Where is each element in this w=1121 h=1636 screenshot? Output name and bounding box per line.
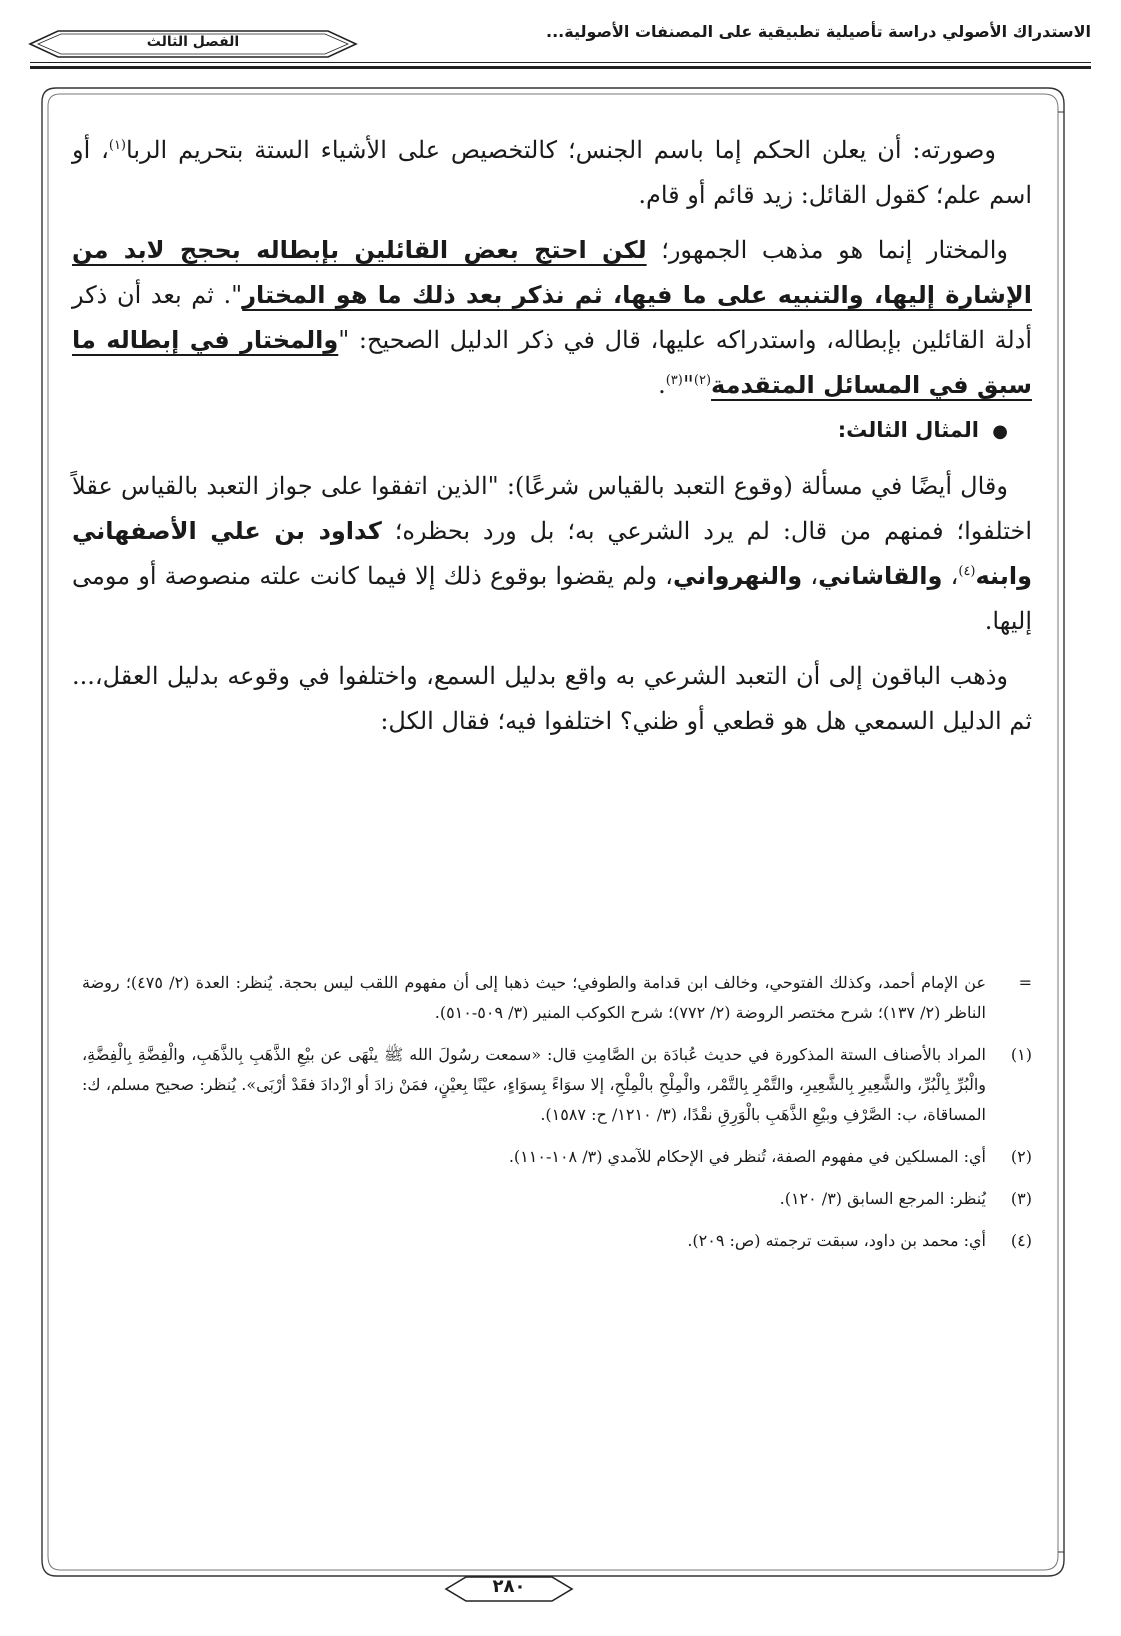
paragraph-3-sep-1: ، xyxy=(942,562,959,590)
footnote-mark: (٢) xyxy=(1010,1147,1032,1166)
paragraph-2-end: . xyxy=(658,371,666,399)
footnotes xyxy=(82,968,1032,1268)
paragraph-3-bold-name-3: والنهرواني xyxy=(673,562,803,590)
footnote-4 xyxy=(82,1226,1032,1256)
paragraph-1 xyxy=(72,128,1032,218)
section-heading xyxy=(72,418,1032,442)
paragraph-4-text: وذهب الباقون إلى أن التعبد الشرعي به واقع بدليل السمع، واختلفوا في وقوعه بدليل العقل،... ثم الدليل السمعي هل هو قطعي أو ظني؟ اختلفوا فيه؛ فقال الكل: xyxy=(72,662,1032,735)
footnote-text: أي: محمد بن داود، سبقت ترجمته (ص: ٢٠٩). xyxy=(687,1231,986,1250)
footnote-mark: = xyxy=(1018,973,1032,992)
paragraph-3-bold-name-2: والقاشاني xyxy=(818,562,943,590)
footnote-2 xyxy=(82,1142,1032,1172)
header-rule-thick xyxy=(30,62,1091,63)
main-text xyxy=(72,128,1032,754)
footnote-text: عن الإمام أحمد، وكذلك الفتوحي، وخالف ابن قدامة والطوفي؛ حيث ذهبا إلى أن مفهوم اللقب ليس بحجة. يُنظر: العدة (٢/ ٤٧٥)؛ روضة الناظر (٢/ ١٣٧)؛ شرح مختصر الروضة (٢/ ٧٧٢)؛ شرح الكوكب المنير (٣/ ٥٠٩-٥١٠). xyxy=(82,973,987,1022)
paragraph-3-text: وقال أيضًا في مسألة (وقوع التعبد بالقياس شرعًا): "الذين اتفقوا على جواز التعبد بالقياس عقلاً اختلفوا؛ فمنهم من قال: لم يرد الشرعي به؛ بل ورد بحظره؛ xyxy=(72,472,1033,545)
footnote-mark: (١) xyxy=(1010,1045,1032,1064)
page-number-badge xyxy=(444,1574,574,1604)
footnote-ref-3[interactable]: (٣) xyxy=(665,373,683,388)
footnote-text: المراد بالأصناف الستة المذكورة في حديث عُبادَة بن الصَّامِتِ قال: «سمعت رسُولَ الله ﷺ ينْهَى عن بيْعِ الذَّهَبِ بِالذَّهَبِ، والْفِضَّةِ بِالْفِضَّةِ، والْبُرِّ بِالْبُرِّ، والشَّعِيرِ بِالشَّعِيرِ، والتَّمْرِ بِالتَّمْر، والْمِلْحِ بالْمِلْحِ، إلا سوَاءً بِسوَاءٍ، عيْنًا بِعيْنٍ، فمَنْ زادَ أو ازْدادَ فقَدْ أرْبَى». يُنظر: صحيح مسلم، ك: المساقاة، ب: الصَّرْفِ وبيْعِ الذَّهَبِ بالْوَرِقِ نقْدًا، (٣/ ١٢١٠/ ح: ١٥٨٧). xyxy=(82,1045,986,1124)
paragraph-2-underlined-quote: لكن احتج بعض القائلين بإبطاله بحجج لابد من الإشارة إليها، والتنبيه على ما فيها، ثم نذكر بعد ذلك ما هو المختار xyxy=(72,236,1032,309)
footnote-text: أي: المسلكين في مفهوم الصفة، تُنظر في الإحكام للآمدي (٣/ ١٠٨-١١٠). xyxy=(508,1147,986,1166)
paragraph-4 xyxy=(72,654,1032,744)
book-title: الاستدراك الأصولي دراسة تأصيلية تطبيقية على المصنفات الأصولية... xyxy=(546,22,1091,41)
footnote-ref-1[interactable]: (١) xyxy=(108,138,126,153)
paragraph-2-underlined-quote-2: والمختار في إبطاله ما سبق في المسائل المتقدمة xyxy=(72,326,1032,399)
page-number: ٢٨٠ xyxy=(492,1576,526,1597)
section-heading-text: المثال الثالث: xyxy=(837,418,979,442)
paragraph-3 xyxy=(72,464,1032,644)
chapter-tab xyxy=(28,28,358,60)
paragraph-2-quote-end: " xyxy=(682,371,694,399)
paragraph-3-bold-name-1: كداود بن علي الأصفهاني وابنه xyxy=(72,517,1033,590)
footnote-3 xyxy=(82,1184,1032,1214)
footnote-continued xyxy=(82,968,1032,1028)
paragraph-1-text-after: ، أو اسم علم؛ كقول القائل: زيد قائم أو قام. xyxy=(72,136,1032,209)
paragraph-2-text-b: ". ثم بعد أن ذكر أدلة القائلين بإبطاله، واستدراكه عليها، قال في ذكر الدليل الصحيح: " xyxy=(72,281,1033,354)
footnote-mark: (٣) xyxy=(1010,1189,1032,1208)
paragraph-1-text: وصورته: أن يعلن الحكم إما باسم الجنس؛ كالتخصيص على الأشياء الستة بتحريم الربا xyxy=(126,136,996,164)
paragraph-3-text-end: ، ولم يقضوا بوقوع ذلك إلا فيما كانت علته منصوصة أو مومى إليها. xyxy=(72,562,1032,635)
page-header xyxy=(0,0,1121,70)
chapter-label: الفصل الثالث xyxy=(146,34,240,50)
paragraph-2 xyxy=(72,228,1032,408)
header-rule-thin xyxy=(30,66,1091,69)
paragraph-3-sep-2: ، xyxy=(802,562,819,590)
footnote-ref-2[interactable]: (٢) xyxy=(693,373,712,388)
bullet-icon: ● xyxy=(992,421,1008,442)
footnote-ref-4[interactable]: (٤) xyxy=(958,564,976,579)
footnote-text: يُنظر: المرجع السابق (٣/ ١٢٠). xyxy=(779,1189,986,1208)
footnote-mark: (٤) xyxy=(1010,1231,1032,1250)
paragraph-2-text-a: والمختار إنما هو مذهب الجمهور؛ xyxy=(646,236,1008,264)
footnote-1 xyxy=(82,1040,1032,1130)
